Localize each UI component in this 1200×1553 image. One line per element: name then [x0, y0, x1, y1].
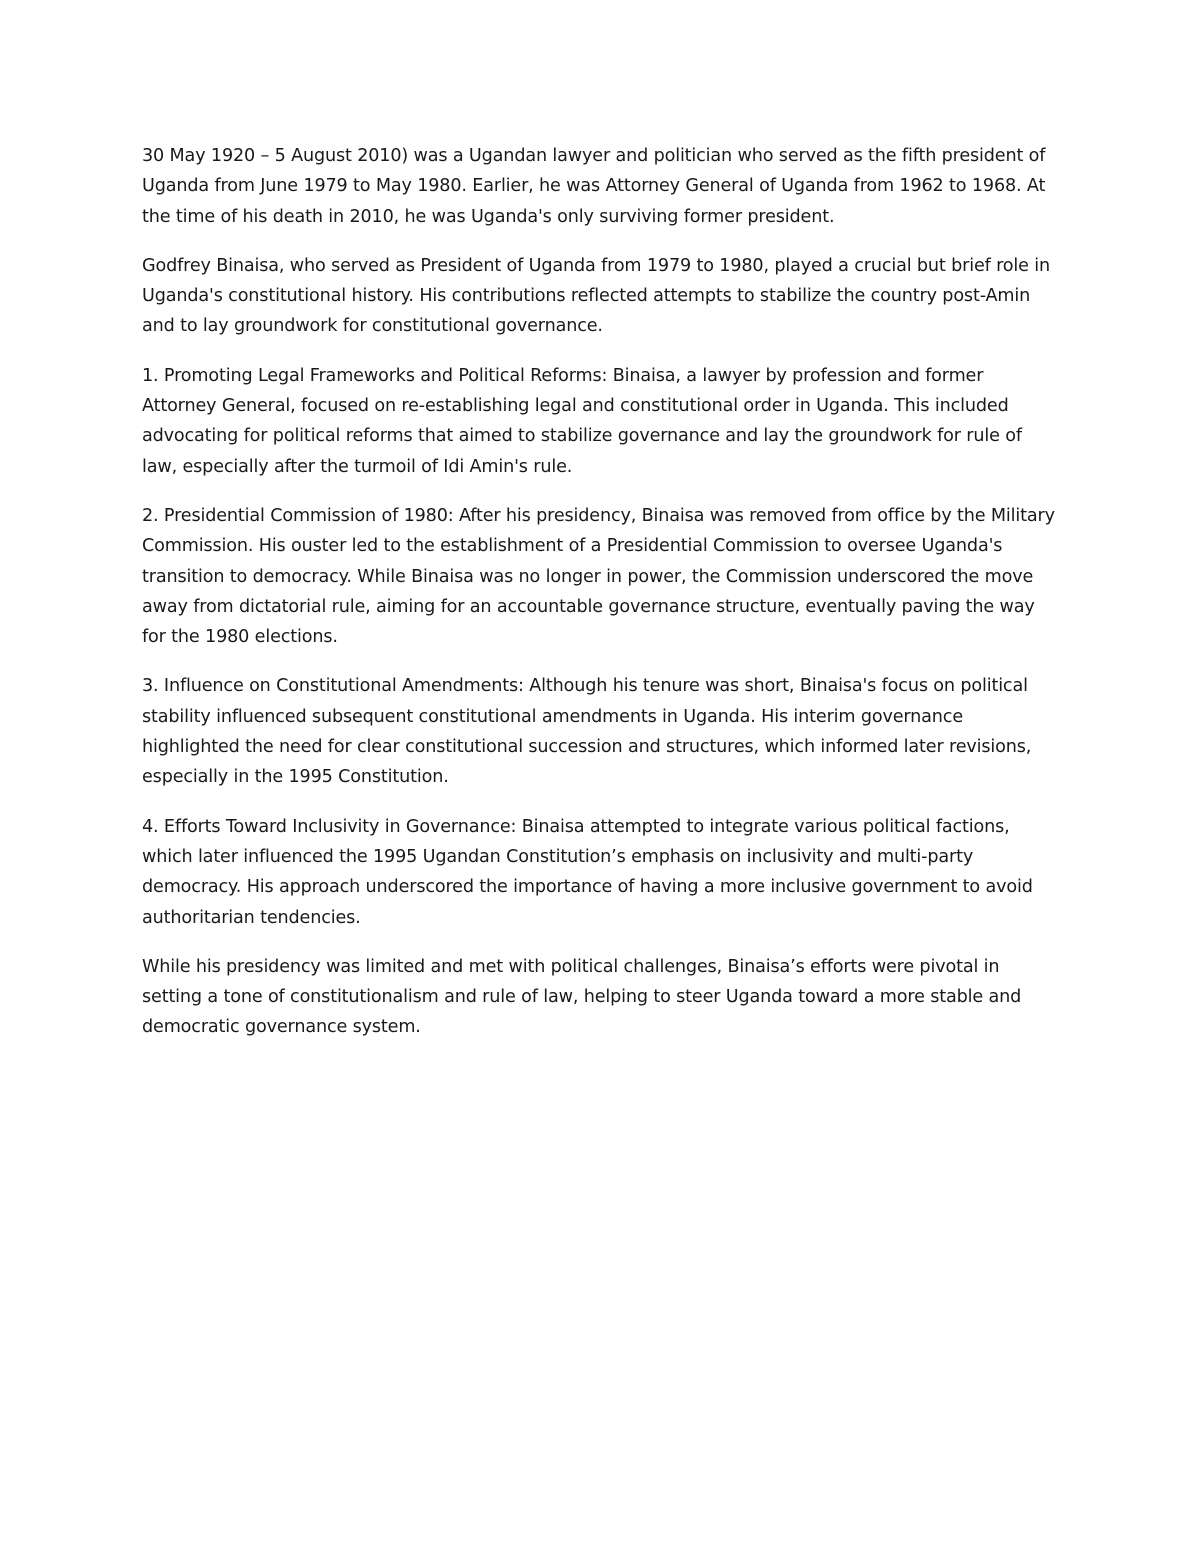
document-body [142, 141, 1057, 1062]
paragraph-point-2: 2. Presidential Commission of 1980: After his presidency, Binaisa was removed from office by the Military Commission. His ouster led to the establishment of a Presidential Commission to oversee Uganda's transition to democracy. While Binaisa was no longer in power, the Commission underscored the move away from dictatorial rule, aiming for an accountable governance structure, eventually paving the way for the 1980 elections. [142, 505, 1055, 648]
paragraph-summary: Godfrey Binaisa, who served as President of Uganda from 1979 to 1980, played a crucial but brief role in Uganda's constitutional history. His contributions reflected attempts to stabilize the country post-Amin and to lay groundwork for constitutional governance. [142, 255, 1051, 337]
paragraph-intro: 30 May 1920 – 5 August 2010) was a Ugandan lawyer and politician who served as the fifth president of Uganda from June 1979 to May 1980. Earlier, he was Attorney General of Uganda from 1962 to 1968. At the time of his death in 2010, he was Uganda's only surviving former president. [142, 146, 1046, 227]
paragraph-point-3: 3. Influence on Constitutional Amendments: Although his tenure was short, Binaisa's focus on political stability influenced subsequent constitutional amendments in Uganda. His interim governance highlighted the need for clear constitutional succession and structures, which informed later revisions, especially in the 1995 Constitution. [142, 676, 1032, 788]
paragraph-point-4: 4. Efforts Toward Inclusivity in Governance: Binaisa attempted to integrate various political factions, which later influenced the 1995 Ugandan Constitution’s emphasis on inclusivity and multi-party democracy. His approach underscored the importance of having a more inclusive government to avoid authoritarian tendencies. [142, 816, 1033, 928]
paragraph-point-1: 1. Promoting Legal Frameworks and Political Reforms: Binaisa, a lawyer by profession and former Attorney General, focused on re-establishing legal and constitutional order in Uganda. This included advocating for political reforms that aimed to stabilize governance and lay the groundwork for rule of law, especially after the turmoil of Idi Amin's rule. [142, 365, 1022, 477]
paragraph-conclusion: While his presidency was limited and met with political challenges, Binaisa’s efforts were pivotal in setting a tone of constitutionalism and rule of law, helping to steer Uganda toward a more stable and democratic governance system. [142, 956, 1022, 1038]
